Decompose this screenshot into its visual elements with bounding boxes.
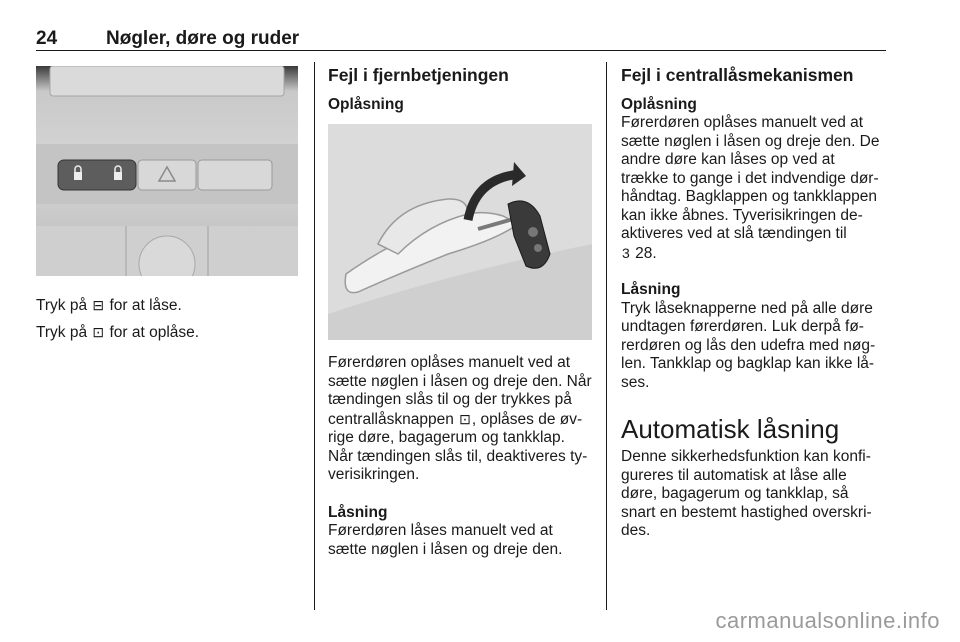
body-line: Denne sikkerhedsfunktion kan konfi- bbox=[621, 448, 871, 465]
body-line: gureres til automatisk at låse alle bbox=[621, 466, 847, 484]
subheading-locking: Låsning bbox=[621, 281, 681, 298]
arrow-reference-icon: 3 bbox=[622, 244, 630, 261]
body-line: håndtag. Bagklappen og tankklappen bbox=[621, 188, 877, 205]
page-title: Nøgler, døre og ruder bbox=[106, 28, 300, 49]
unlock-instruction: Tryk på ⊡ for at oplåse. bbox=[36, 324, 200, 341]
body-line: verisikringen. bbox=[328, 466, 420, 483]
body-line: sætte nøglen i låsen og dreje den. bbox=[328, 540, 563, 558]
subheading-unlocking: Oplåsning bbox=[328, 95, 404, 113]
column-divider-left bbox=[314, 62, 315, 610]
section-heading: Fejl i centrallåsmekanismen bbox=[621, 65, 854, 85]
body-line: des. bbox=[621, 522, 651, 539]
body-line: andre døre kan låses op ved at bbox=[621, 151, 835, 168]
column-divider-right bbox=[606, 62, 607, 610]
subheading-unlocking: Oplåsning bbox=[621, 95, 697, 113]
key-in-door-lock-illustration bbox=[328, 124, 592, 340]
page-reference[interactable]: 3 28. bbox=[622, 244, 657, 262]
lock-icon: ⊟ bbox=[92, 297, 105, 313]
subheading-locking: Låsning bbox=[328, 503, 388, 521]
hazard-button bbox=[138, 160, 196, 190]
body-line: Tryk låseknapperne ned på alle døre bbox=[621, 299, 873, 317]
unlock-icon: ⊡ bbox=[92, 324, 105, 340]
body-line: sætte nøglen i låsen og dreje den. De bbox=[621, 132, 880, 150]
body-line: Når tændingen slås til, deaktiveres ty- bbox=[328, 447, 588, 465]
door-lock-buttons-photo bbox=[36, 66, 298, 276]
column-2-top bbox=[328, 66, 592, 114]
lock-instruction: Tryk på ⊟ for at låse. bbox=[36, 297, 182, 314]
lock-button bbox=[58, 160, 136, 190]
body-line: Førerdøren oplåses manuelt ved at bbox=[328, 354, 571, 371]
column-1-text bbox=[36, 292, 298, 346]
body-line: kan ikke åbnes. Tyverisikringen de- bbox=[621, 206, 863, 224]
section-title-automatic-locking: Automatisk låsning bbox=[621, 414, 840, 444]
body-line: undtagen førerdøren. Luk derpå fø- bbox=[621, 318, 864, 335]
watermark: carmanualsonline.info bbox=[715, 608, 940, 633]
body-line: rerdøren og lås den udefra med nøg- bbox=[621, 336, 876, 354]
body-line: aktiveres ved at slå tændingen til bbox=[621, 225, 847, 242]
page-header bbox=[36, 28, 886, 51]
body-line: trække to gange i det indvendige dør- bbox=[621, 169, 879, 187]
body-line: centrallåsknappen ⊡, oplåses de øv- bbox=[328, 410, 583, 428]
body-line: len. Tankklap og bagklap kan ikke lå- bbox=[621, 355, 875, 372]
body-line: Førerdøren låses manuelt ved at bbox=[328, 522, 553, 539]
body-line: rige døre, bagagerum og tankklap. bbox=[328, 429, 565, 446]
body-line: tændingen slås til og der trykkes på bbox=[328, 391, 572, 408]
section-heading: Fejl i fjernbetjeningen bbox=[328, 65, 509, 85]
body-line: sætte nøglen i låsen og dreje den. Når bbox=[328, 372, 592, 390]
unlock-icon: ⊡ bbox=[459, 410, 471, 427]
page-number: 24 bbox=[36, 28, 58, 49]
body-line: døre, bagagerum og tankklap, så bbox=[621, 485, 849, 502]
body-line: snart en bestemt hastighed overskri- bbox=[621, 503, 872, 521]
column-2-body bbox=[328, 354, 592, 559]
column-3 bbox=[621, 66, 889, 541]
body-line: Førerdøren oplåses manuelt ved at bbox=[621, 114, 864, 131]
body-line: ses. bbox=[621, 373, 650, 391]
